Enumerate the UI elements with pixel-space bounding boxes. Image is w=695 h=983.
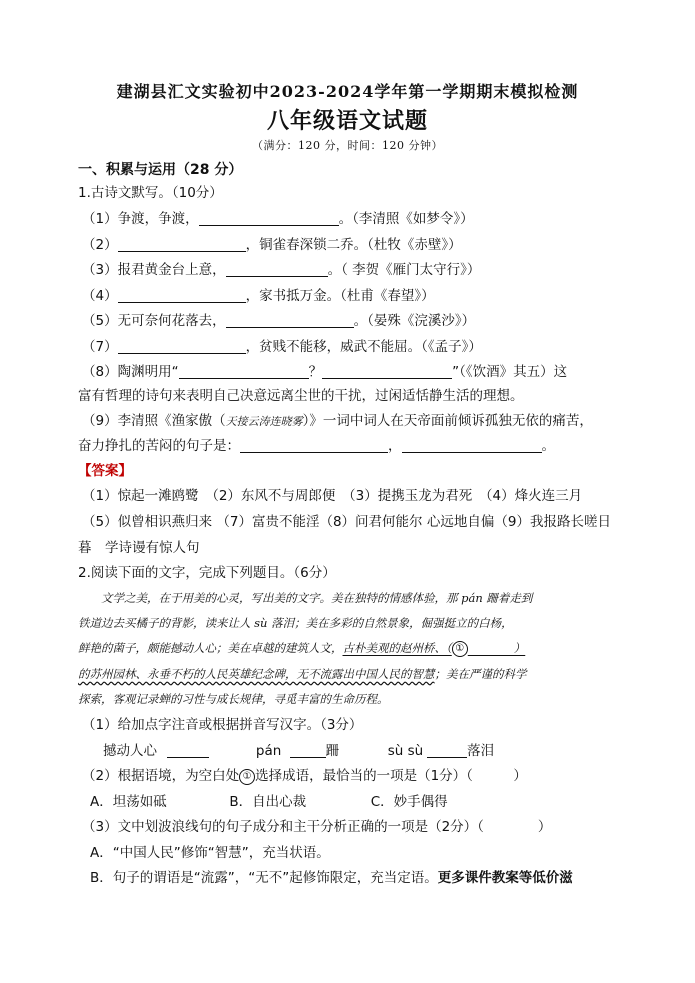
answer-line-2: （5）似曾相识燕归来 （7）富贵不能淫（8）问君何能尔 心远地自偏（9）我报路长嗟日	[82, 514, 611, 530]
blank-marker-1: ①	[452, 641, 468, 657]
answer-blank[interactable]	[118, 287, 246, 303]
answer-blank[interactable]	[179, 363, 309, 379]
answer-blank[interactable]	[199, 210, 339, 226]
q1-item-9	[82, 411, 593, 432]
answer-blank[interactable]	[226, 261, 328, 277]
subquestion-2-a: （2）根据语境，为空白处	[82, 768, 240, 784]
option-b[interactable]: B．自出心裁	[229, 794, 307, 810]
q9-line-2	[78, 436, 555, 456]
passage-line-2: 铁道边去买橘子的背影，读来让人 sù 落泪；美在多彩的自然景象，倔强挺立的白杨，	[78, 616, 513, 630]
answer-blank[interactable]	[118, 338, 246, 354]
score-time-line: （满分：120 分，时间：120 分钟）	[252, 139, 443, 152]
passage-line-1: 文学之美，在于用美的心灵，写出美的文字。美在独特的情感体验，那 pán 跚着走到	[78, 591, 533, 605]
answer-blank[interactable]	[118, 236, 246, 252]
q1-item-8	[82, 362, 567, 382]
q1-item-3-post: 。（ 李贺《雁门太守行》）	[327, 262, 481, 278]
q1-item-2	[82, 235, 462, 255]
q1-item-5-post: 。（晏殊《浣溪沙》）	[353, 313, 476, 329]
q8-text-b: ？	[308, 364, 323, 380]
answer-line-1: （1）惊起一滩鸥鹭 （2）东风不与周郎便 （3）提携玉龙为君死 （4）烽火连三月	[82, 488, 583, 504]
passage-line-3-b: 古朴美观的赵州桥、（	[342, 641, 452, 655]
q1-item-1	[82, 209, 474, 229]
question-2-heading: 2.阅读下面的文字，完成下列题目。（6分）	[78, 565, 336, 581]
word-luolei: 落泪	[467, 743, 495, 759]
q9-line2-text: 奋力挣扎的苦闷的句子是：	[78, 438, 240, 454]
option-a[interactable]: A．坦荡如砥	[90, 794, 167, 810]
wavy-underlined-sentence: 的苏州园林、永垂不朽的人民英雄纪念碑，无不流露出中国人民的智慧	[78, 667, 435, 681]
q9-subtitle: 天接云涛连晓雾	[225, 415, 303, 428]
passage-line-3-a: 鲜艳的菌子，颇能撼动人心；美在卓越的建筑人文，	[78, 641, 343, 655]
q8-line-2: 富有哲理的诗句来表明自己决意远离尘世的干扰，过闲适恬静生活的理想。	[78, 388, 524, 404]
q1-item-5	[82, 311, 475, 331]
q8-text-c: ”（《饮酒》其五）这	[452, 364, 568, 380]
q1-item-3-pre: （3）报君黄金台上意，	[82, 262, 226, 278]
passage-line-4	[78, 664, 527, 684]
blank-marker-ref: ①	[239, 769, 255, 785]
q1-item-7-post: ，贫贱不能移，威武不能屈。（《孟子》）	[245, 339, 482, 355]
subquestion-2-b: 选择成语，最恰当的一项是（1分）（ ）	[255, 768, 527, 784]
answer-blank[interactable]	[427, 742, 467, 758]
subquestion-3-option-b	[90, 868, 573, 888]
subquestion-3-option-a[interactable]: A．“中国人民”修饰“智慧”，充当状语。	[90, 845, 330, 861]
subquestion-1: （1）给加点字注音或根据拼音写汉字。（3分）	[82, 717, 363, 733]
q1-item-4-pre: （4）	[82, 288, 118, 304]
q1-item-3	[82, 260, 480, 280]
answer-blank[interactable]	[167, 742, 209, 758]
answer-blank[interactable]	[240, 437, 388, 453]
char-shan: 跚	[325, 743, 340, 759]
exam-title: 八年级语文试题	[266, 109, 428, 134]
option-b-text[interactable]: B．句子的谓语是“流露”，“无不”起修饰限定，充当定语。	[90, 870, 438, 886]
answer-label: 【答案】	[78, 463, 132, 479]
answer-blank[interactable]	[402, 437, 542, 453]
answer-blank[interactable]	[322, 363, 452, 379]
question-1-heading: 1.古诗文默写。（10分）	[78, 185, 223, 201]
subquestion-3: （3）文中划波浪线句的句子成分和主干分析正确的一项是（2分）（ ）	[82, 819, 552, 835]
q1-item-1-post: 。（李清照《如梦令》）	[338, 211, 474, 227]
subquestion-2	[82, 766, 527, 786]
advert-text: 更多课件教案等低价滋	[437, 870, 573, 886]
school-header: 建湖县汇文实验初中2023-2024学年第一学期期末模拟检测	[116, 82, 579, 101]
q9-text-a: （9）李清照《渔家傲（	[82, 413, 226, 429]
q1-item-2-pre: （2）	[82, 237, 118, 253]
passage-line-5: 探索，客观记录蝉的习性与成长规律，寻觅丰富的生命历程。	[78, 692, 389, 706]
q8-text-a: （8）陶渊明用“	[82, 364, 179, 380]
passage-line-4-b: ；美在严谨的科学	[434, 667, 527, 681]
q1-item-7	[82, 337, 482, 357]
word-handong: 撼动人心	[103, 743, 157, 759]
option-c[interactable]: C．妙手偶得	[370, 794, 448, 810]
answer-blank[interactable]	[226, 312, 354, 328]
pinyin-pan: pán	[255, 743, 282, 759]
q1-item-1-pre: （1）争渡，争渡，	[82, 211, 199, 227]
q1-item-2-post: ，铜雀春深锁二乔。（杜牧《赤壁》）	[245, 237, 462, 253]
q9-comma: ，	[388, 438, 402, 454]
passage-line-3	[78, 638, 525, 658]
pinyin-susu: sù sù	[387, 743, 424, 759]
answer-line-3: 暮 学诗谩有惊人句	[78, 540, 200, 556]
q9-text-b: ）》一词中词人在天帝面前倾诉孤独无依的痛苦，	[302, 413, 593, 429]
q1-item-5-pre: （5）无可奈何花落去，	[82, 313, 226, 329]
answer-blank[interactable]	[290, 742, 326, 758]
q1-item-4	[82, 286, 435, 306]
q1-item-4-post: ，家书抵万金。（杜甫《春望》）	[245, 288, 435, 304]
q1-item-7-pre: （7）	[82, 339, 118, 355]
section-heading: 一、积累与运用（28 分）	[78, 162, 243, 178]
subquestion-2-options	[90, 792, 448, 812]
subquestion-1-words	[103, 741, 494, 761]
passage-blank-1[interactable]: ）	[467, 641, 526, 655]
q9-period: 。	[541, 438, 555, 454]
